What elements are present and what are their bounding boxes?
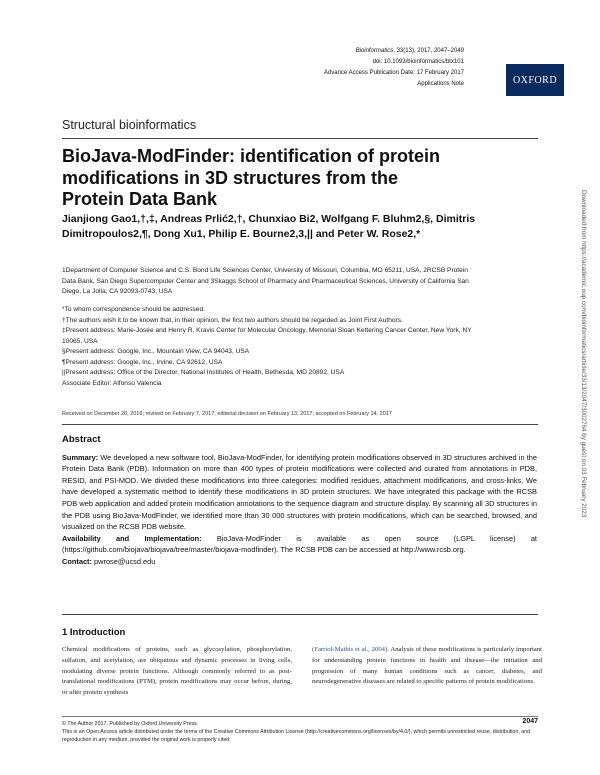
download-sidebar [575, 190, 589, 610]
author-list: Jianjiong Gao1,†,‡, Andreas Prlić2,†, Chunxiao Bi2, Wolfgang F. Bluhm2,§, Dimitris Dimitropoulos2,¶, Dong Xu1, Philip E. Bourne2,3,|| and Peter W. Rose2,* [62, 213, 476, 240]
doi[interactable]: doi: 10.1093/bioinformatics/btx101 [372, 59, 464, 65]
copyright: © The Author 2017. Published by Oxford University Press. [62, 721, 199, 727]
divider [62, 614, 538, 615]
abstract [62, 434, 537, 568]
intro-column-left: Chemical modifications of proteins, such as glycosylation, phosphorylation, sulfation, and acetylation, are ubiquitous and dynamic processes in living cells, modulating diverse protein functions. Although commonly referred to as post-translational modifications (PTM), protein modifications may occur before, during, or after protein synthesis [62, 646, 292, 697]
note-address-bourne: ||Present address: Office of the Director, National Institutes of Health, Bethesda, MD 20892, USA [62, 369, 345, 376]
intro-right-text: . Analysis of these modifications is particularly important for understanding protein functions in health and disease—the initiation and progression of many human conditions such as cancer, diabetes, and neurodegenerative diseases are related to specific patterns of protein modifications. [312, 646, 542, 686]
summary-label: Summary: [62, 452, 99, 462]
contact-label: Contact: [62, 556, 92, 566]
availability-label: Availability and Implementation: [62, 533, 202, 543]
note-address-dimitropoulos: ¶Present address: Google, Inc., Irvine, CA 92612, USA [62, 358, 223, 366]
availability-text: BioJava-ModFinder is available as open source (LGPL license) at (https://github.com/biojava/biojava/tree/master/biojava-modfinder). The RCSB PDB can be accessed at http://www.rcsb.org. [62, 533, 537, 555]
abstract-heading: Abstract [62, 434, 101, 445]
footer [62, 720, 538, 745]
page-number: 2047 [522, 718, 538, 725]
divider [62, 716, 538, 717]
citation-link[interactable]: (Farriol-Mathis et al., 2004) [312, 646, 388, 653]
received-dates: Received on December 20, 2016; revised on February 7, 2017; editorial decision on February 13, 2017; accepted on February 14, 2017 [62, 411, 392, 417]
intro-heading: 1 Introduction [62, 627, 126, 638]
note-correspondence: *To whom correspondence should be addressed. [62, 306, 205, 313]
section-label: Structural bioinformatics [62, 118, 197, 132]
note-joint-first: †The authors wish it to be known that, in their opinion, the first two authors should be regarded as Joint First Authors. [62, 316, 403, 324]
contact-email[interactable]: pwrose@ucsd.edu [91, 556, 156, 566]
intro-column-right [312, 645, 542, 688]
journal-name: Bioinformatics [355, 48, 394, 54]
advance-access-date: Advance Access Publication Date: 17 February 2017 [323, 70, 464, 76]
author-notes [62, 305, 492, 389]
journal-meta [324, 46, 464, 90]
affiliations: 1Department of Computer Science and C.S. Bond Life Sciences Center, University of Missouri, Columbia, MO 65211, USA, 2RCSB Protein Data Bank, San Diego Supercomputer Center and 3Skaggs School of Pharmacy and Pharmaceutical Sciences, University of California San Diego, La Jolla, CA 92093-0743, USA [62, 267, 469, 295]
associate-editor: Associate Editor: Alfonso Valencia [62, 379, 162, 387]
download-note: Downloaded from https://academic.oup.com/bioinformatics/article/33/13/2047/3002764 by guest on 03 February 2023 [580, 190, 587, 518]
note-address-gao: ‡Present address: Marie-Josée and Henry R. Kravis Center for Molecular Oncology, Memorial Sloan Kettering Cancer Center, New York, NY 10065, USA [62, 327, 472, 345]
article-type: Applications Note [417, 81, 464, 87]
license-text: This is an Open Access article distributed under the terms of the Creative Commons Attribution License (http://creativecommons.org/licenses/by/4.0/), which permits unrestricted reuse, distribution, and reproduction in any medium, provided the original work is properly cited. [62, 729, 531, 744]
divider [62, 424, 538, 425]
summary-text: We developed a new software tool, BioJava-ModFinder, for identifying protein modifications observed in 3D structures archived in the Protein Data Bank (PDB). Information on more than 400 types of protein modifications were collected and curated from annotations in PDB, RESID, and PSI-MOD. We divided these modifications into three categories: modified residues, attachment modifications, and cross-links. We have developed a systematic method to identify these modifications in 3D protein structures. We have integrated this package with the RCSB PDB web application and added protein modification annotations to the sequence diagram and structure display. By scanning all 3D structures in the PDB using BioJava-ModFinder, we identified more than 30 000 structures with protein modifications, which can be searched, browsed, and visualized on the RCSB PDB website. [62, 452, 537, 532]
paper-title: BioJava-ModFinder: identification of protein modifications in 3D structures from the Protein Data Bank [62, 146, 440, 209]
oxford-logo: OXFORD [506, 64, 564, 96]
journal-citation: , 33(13), 2017, 2047–2049 [393, 48, 464, 54]
note-address-bluhm: §Present address: Google, Inc., Mountain View, CA 94043, USA [62, 348, 250, 355]
divider [62, 138, 538, 139]
